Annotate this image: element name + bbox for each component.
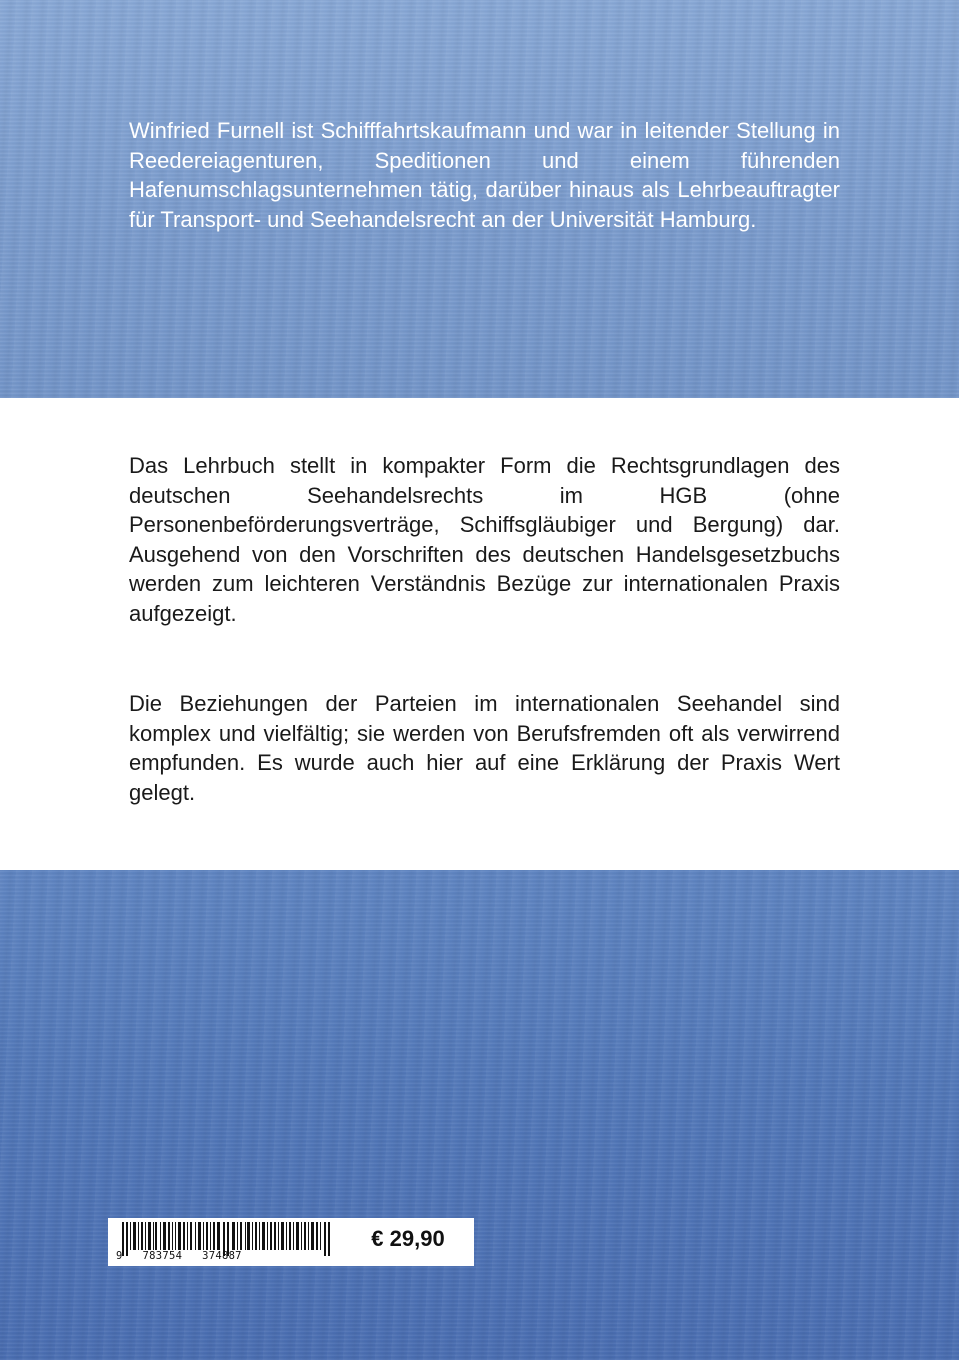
price-barcode-box (108, 1218, 474, 1266)
price-label: € 29,90 (371, 1226, 445, 1251)
description-paragraph-2: Die Beziehungen der Parteien im internationalen Seehandel sind komplex und vielfältig; sie werden von Berufsfremden oft als verwirrend empfunden. Es wurde auch hier auf eine Erklärung der Praxis Wert gelegt. (129, 691, 840, 805)
sea-background-bottom (0, 870, 959, 1360)
isbn-barcode (110, 1218, 350, 1266)
author-bio: Winfried Furnell ist Schifffahrtskaufmann und war in leitender Stellung in Reedereiagenturen, Speditionen und einem führenden Hafenumschlagsunternehmen tätig, darüber hinaus als Lehrbeauftragter für Transport- und Seehandelsrecht an der Universität Hamburg. (129, 118, 840, 232)
isbn-digits: 9 783754 374887 (116, 1250, 242, 1262)
description-paragraph-1: Das Lehrbuch stellt in kompakter Form die Rechtsgrundlagen des deutschen Seehandelsrechts im HGB (ohne Personenbeförderungsverträge, Schiffsgläubiger und Bergung) dar. Ausgehend von den Vorschriften des deutschen Handelsgesetzbuchs werden zum leichteren Verständnis Bezüge zur internationalen Praxis aufgezeigt. (129, 453, 840, 626)
